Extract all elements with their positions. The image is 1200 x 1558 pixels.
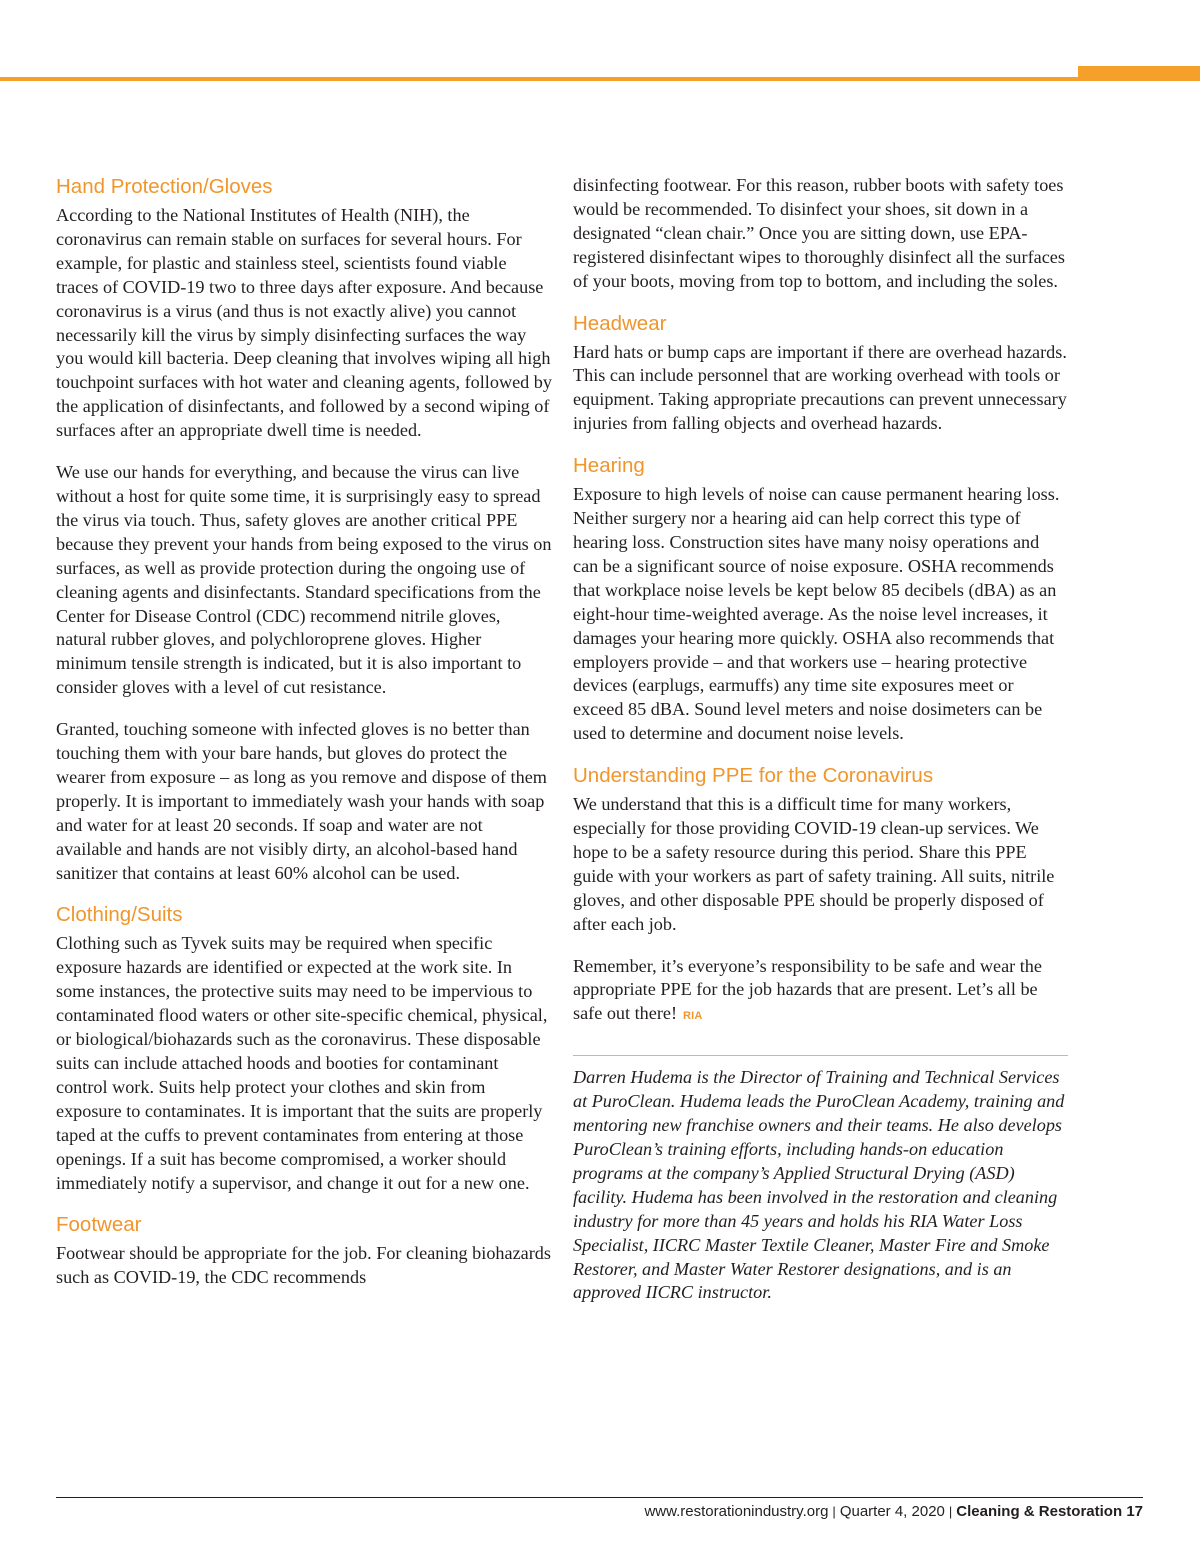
header-accent-rule bbox=[0, 77, 1080, 81]
paragraph-hand-3: Granted, touching someone with infected gloves is no better than touching them with your bare hands, but gloves do protect the wearer from exposure – as long as you remove and dispose of them properly. It is important to immediately wash your hands with soap and water for at least 20 seconds. If soap and water are not available and hands are not visibly dirty, an alcohol-based hand sanitizer that contains at least 60% alcohol can be used. bbox=[56, 719, 547, 883]
section-heading-clothing: Clothing/Suits bbox=[56, 903, 183, 927]
footer-magazine-name: Cleaning & Restoration bbox=[956, 1503, 1123, 1520]
paragraph-footwear-1: Footwear should be appropriate for the job. For cleaning biohazards such as COVID-19, the CDC recommends bbox=[56, 1243, 551, 1288]
section-heading-hand-protection: Hand Protection/Gloves bbox=[56, 175, 273, 198]
paragraph-hearing-1: Exposure to high levels of noise can cause permanent hearing loss. Neither surgery nor a hearing aid can help correct this type of hearing loss. Construction sites have many noisy operations and can be a significant source of noise exposure. OSHA recommends that workplace noise levels be kept below 85 decibels (dBA) as an eight-hour time-weighted average. As the noise level increases, it damages your hearing more quickly. OSHA also recommends that employers provide – and that workers use – hearing protective devices (earplugs, earmuffs) any time site exposures meet or exceed 85 dBA. Sound level meters and noise dosimeters can be used to determine and document noise levels. bbox=[573, 484, 1060, 744]
section-heading-hearing: Hearing bbox=[573, 454, 645, 478]
section-heading-footwear: Footwear bbox=[56, 1213, 142, 1237]
paragraph-ppe-2 bbox=[573, 955, 1068, 1030]
footer-separator-1: | bbox=[832, 1504, 836, 1519]
section-heading-ppe-coronavirus: Understanding PPE for the Coronavirus bbox=[573, 764, 934, 788]
footer-issue: Quarter 4, 2020 bbox=[839, 1503, 945, 1520]
right-column bbox=[573, 174, 1068, 1305]
footer-rule bbox=[56, 1497, 1143, 1498]
paragraph-clothing-1: Clothing such as Tyvek suits may be required when specific exposure hazards are identified or expected at the work site. In some instances, the protective suits may need to be impervious to contaminated flood waters or other site-specific chemical, physical, or biological/biohazards such as the coronavirus. These disposable suits can include attached hoods and booties for contaminant control work. Suits help protect your clothes and skin from exposure to contaminates. It is important that the suits are properly taped at the cuffs to prevent contaminates from entering at those openings. If a suit has become compromised, a worker should immediately notify a supervisor, and change it out for a new one. bbox=[56, 933, 548, 1193]
paragraph-headwear-1: Hard hats or bump caps are important if there are overhead hazards. This can include personnel that are working overhead with tools or equipment. Taking appropriate precautions can prevent unnecessary injuries from falling objects and overhead hazards. bbox=[573, 341, 1067, 434]
paragraph-hand-1: According to the National Institutes of Health (NIH), the coronavirus can remain stable on surfaces for several hours. For example, for plastic and stainless steel, scientists found viable traces of COVID-19 two to three days after exposure. And because coronavirus is a virus (and thus is not exactly alive) you cannot necessarily kill the virus by simply disinfecting surfaces the way you would kill bacteria. Deep cleaning that involves wiping all high touchpoint surfaces with hot water and cleaning agents, followed by the application of disinfectants, and followed by a second wiping of surfaces after an appropriate dwell time is needed. bbox=[56, 205, 552, 441]
paragraph-ppe-2-text: Remember, it’s everyone’s responsibility to be safe and wear the appropriate PPE for the job hazards that are present. Let’s all be safe out there! bbox=[573, 955, 1042, 1024]
left-column bbox=[56, 174, 552, 1290]
paragraph-hand-2: We use our hands for everything, and because the virus can live without a host for quite some time, it is surprisingly easy to spread the virus via touch. Thus, safety gloves are another critical PPE because they prevent your hands from being exposed to the virus on surfaces, as well as provide protection during the ongoing use of cleaning agents and disinfectants. Standard specifications from the Center for Disease Control (CDC) recommend nitrile gloves, natural rubber gloves, and polychloroprene gloves. Higher minimum tensile strength is indicated, but it is also important to consider gloves with a level of cut resistance. bbox=[56, 462, 552, 698]
section-heading-headwear: Headwear bbox=[573, 311, 667, 335]
footer-url[interactable]: www.restorationindustry.org bbox=[644, 1503, 829, 1520]
bio-divider bbox=[573, 1055, 1068, 1056]
author-bio: Darren Hudema is the Director of Training and Technical Services at PuroClean. Hudema leads the PuroClean Academy, training and mentoring new franchise owners and their teams. He also develops PuroClean’s training efforts, including hands-on education programs at the company’s Applied Structural Drying (ASD) facility. Hudema has been involved in the restoration and cleaning industry for more than 45 years and holds his RIA Water Loss Specialist, IICRC Master Textile Cleaner, Master Fire and Smoke Restorer, and Master Water Restorer designations, and is an approved IICRC instructor. bbox=[573, 1067, 1065, 1303]
paragraph-ppe-1: We understand that this is a difficult time for many workers, especially for those providing COVID-19 clean-up services. We hope to be a safety resource during this period. Share this PPE guide with your workers as part of safety training. All suits, nitrile gloves, and other disposable PPE should be properly disposed of after each job. bbox=[573, 794, 1055, 934]
header-accent-tab bbox=[1078, 66, 1200, 81]
footer-separator-2: | bbox=[948, 1504, 953, 1519]
ria-end-mark: RIA bbox=[683, 1010, 703, 1023]
paragraph-footwear-continued: disinfecting footwear. For this reason, rubber boots with safety toes would be recommended. To disinfect your shoes, sit down in a designated “clean chair.” Once you are sitting down, use EPA-registered disinfectant wipes to thoroughly disinfect all the surfaces of your boots, moving from top to bottom, and including the soles. bbox=[573, 175, 1065, 291]
page-number: 17 bbox=[1126, 1503, 1143, 1520]
page-footer bbox=[644, 1503, 1143, 1520]
